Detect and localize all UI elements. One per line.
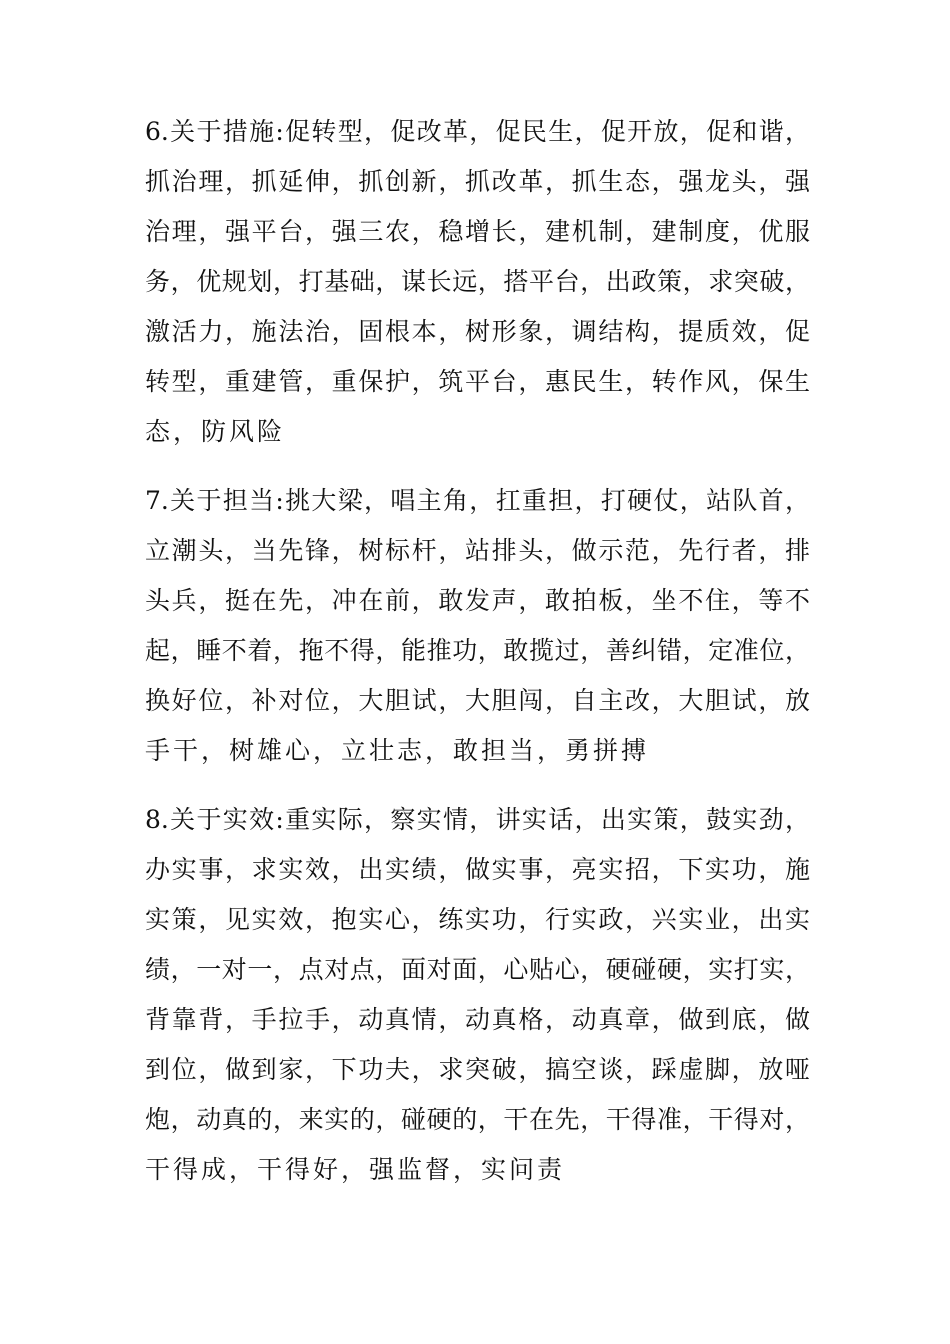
text-line: 治理，强平台，强三农，稳增长，建机制，建制度，优服 bbox=[145, 217, 810, 246]
paragraph-responsibility bbox=[145, 476, 810, 776]
text-line: 转型，重建管，重保护，筑平台，惠民生，转作风，保生 bbox=[145, 367, 810, 396]
text-line: 6.关于措施:促转型，促改革，促民生，促开放，促和谐， bbox=[145, 117, 810, 146]
paragraph-measures bbox=[145, 107, 810, 457]
text-line: 起，睡不着，拖不得，能推功，敢揽过，善纠错，定准位， bbox=[145, 636, 810, 665]
text-line: 务，优规划，打基础，谋长远，搭平台，出政策，求突破， bbox=[145, 267, 810, 296]
text-line: 立潮头，当先锋，树标杆，站排头，做示范，先行者，排 bbox=[145, 536, 810, 565]
text-line: 绩，一对一，点对点，面对面，心贴心，硬碰硬，实打实， bbox=[145, 955, 810, 984]
text-line: 态，防风险 bbox=[145, 417, 286, 446]
text-line: 炮，动真的，来实的，碰硬的，干在先，干得准，干得对， bbox=[145, 1105, 810, 1134]
text-line: 7.关于担当:挑大梁，唱主角，扛重担，打硬仗，站队首， bbox=[145, 486, 810, 515]
text-line: 头兵，挺在先，冲在前，敢发声，敢拍板，坐不住，等不 bbox=[145, 586, 810, 615]
text-line: 8.关于实效:重实际，察实情，讲实话，出实策，鼓实劲， bbox=[145, 805, 810, 834]
text-line: 干得成，干得好，强监督，实问责 bbox=[145, 1155, 566, 1184]
text-line: 手干，树雄心，立壮志，敢担当，勇拼搏 bbox=[145, 736, 650, 765]
text-line: 办实事，求实效，出实绩，做实事，亮实招，下实功，施 bbox=[145, 855, 810, 884]
text-line: 背靠背，手拉手，动真情，动真格，动真章，做到底，做 bbox=[145, 1005, 810, 1034]
text-line: 抓治理，抓延伸，抓创新，抓改革，抓生态，强龙头，强 bbox=[145, 167, 810, 196]
text-line: 换好位，补对位，大胆试，大胆闯，自主改，大胆试，放 bbox=[145, 686, 810, 715]
text-line: 到位，做到家，下功夫，求突破，搞空谈，踩虚脚，放哑 bbox=[145, 1055, 810, 1084]
paragraph-effectiveness bbox=[145, 795, 810, 1195]
text-line: 实策，见实效，抱实心，练实功，行实政，兴实业，出实 bbox=[145, 905, 810, 934]
text-line: 激活力，施法治，固根本，树形象，调结构，提质效，促 bbox=[145, 317, 810, 346]
